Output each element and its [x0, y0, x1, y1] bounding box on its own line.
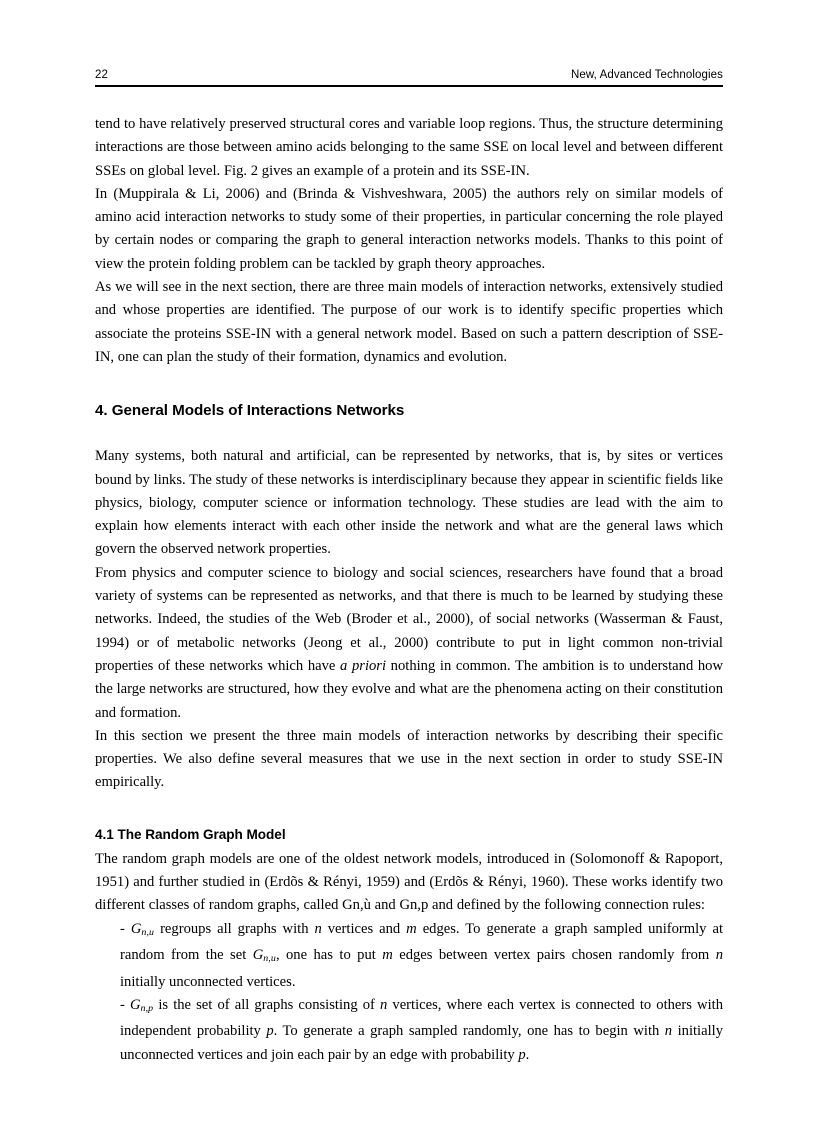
- rule-2-dash: -: [120, 996, 125, 1013]
- section-heading-wrap: [95, 401, 723, 421]
- section-4-1-paragraph-1: The random graph models are one of the oldest network models, introduced in (Solomonoff & Rapoport, 1951) and further studied in (Erdõs & Rényi, 1959) and (Erdõs & Rényi, 1960). These works identify two different classes of random graphs, called Gn,ù and Gn,p and defined by the following connection rules:: [95, 850, 723, 914]
- rule-2-text-5: .: [525, 1046, 530, 1063]
- rule-2-var-n-1: n: [380, 996, 388, 1013]
- rule-1-symbol-2-subscript: n,u: [263, 953, 276, 965]
- rule-1-dash: -: [120, 920, 125, 937]
- rule-1-var-n-2: n: [715, 947, 723, 964]
- section-4-1-heading: 4.1 The Random Graph Model: [95, 826, 286, 842]
- list-item: [95, 918, 723, 994]
- section-4-paragraph-1: Many systems, both natural and artificial, can be represented by networks, that is, by sites or vertices bound by links. The study of these networks is interdisciplinary because they appear in scientific fields like physics, biology, computer science or information technology. These studies are lead with the aim to explain how elements interact with each other inside the network and what are the general laws which govern the observed network properties.: [95, 448, 723, 558]
- rule-1-text-2: vertices and: [321, 920, 407, 937]
- rule-2-var-n-2: n: [664, 1023, 673, 1040]
- rule-2-text-1: is the set of all graphs consisting of: [153, 996, 380, 1013]
- para2-italic-a-priori: a priori: [340, 657, 387, 674]
- para2-text-part2: nothing in common. The ambition is to understand how the large networks are structured, how they evolve and what are the phenomena acting on their constitution and formation.: [95, 657, 724, 721]
- para2-text-part1: From physics and computer science to biology and social sciences, researchers have found that a broad variety of systems can be represented as networks, and that there is much to be learned by studying these networks. Indeed, the studies of the Web (Broder et al., 2000), of social networks (Wasserman & Faust, 1994) or of metabolic networks (Jeong et al., 2000) contribute to put in light common non-trivial properties of these networks which have: [95, 564, 723, 674]
- rule-1-var-n-1: n: [314, 920, 322, 937]
- section-4-paragraph-2: [95, 562, 723, 725]
- rule-2-text-2: vertices, where each vertex is connected to others with independent probability: [120, 996, 724, 1040]
- rule-2-symbol-subscript: n,p: [140, 1003, 154, 1015]
- body-text-block: [95, 113, 723, 1067]
- running-head: [95, 68, 723, 87]
- paragraph-related-work: In (Muppirala & Li, 2006) and (Brinda & Vishveshwara, 2005) the authors rely on similar models of amino acid interaction networks to study some of their properties, in particular concerning the role played by certain nodes or comparing the graph to general interaction networks models. Thanks to this point of view the protein folding problem can be tackled by graph theory approaches.: [95, 185, 723, 272]
- rule-1-var-m-1: m: [406, 920, 417, 937]
- rule-2-symbol: G: [130, 996, 141, 1013]
- rule-2-text-3: . To generate a graph sampled randomly, one has to begin with: [273, 1023, 665, 1040]
- rule-1-symbol: G: [130, 920, 142, 937]
- rule-1-text-4: , one has to put: [275, 947, 383, 964]
- page-content: [95, 68, 723, 1067]
- rule-1-text-1: regroups all graphs with: [154, 920, 315, 937]
- rule-1-text-6: initially unconnected vertices.: [120, 973, 296, 990]
- rule-2-var-p-2: p: [518, 1046, 526, 1063]
- rule-1-text-3: edges. To generate a graph sampled uniformly at random from the set: [120, 920, 723, 964]
- paragraph-continuation: tend to have relatively preserved structural cores and variable loop regions. Thus, the structure determining interactions are those between amino acids belonging to the same SSE on local level and between different SSEs on global level. Fig. 2 gives an example of a protein and its SSE-IN.: [95, 116, 723, 179]
- rule-1-var-m-2: m: [382, 947, 393, 964]
- book-title: New, Advanced Technologies: [571, 69, 723, 81]
- page-number: 22: [95, 69, 108, 81]
- rule-1-text-5: edges between vertex pairs chosen randomly from: [392, 947, 716, 964]
- rule-2-var-p-1: p: [266, 1023, 274, 1040]
- list-item: [95, 994, 723, 1067]
- rule-2-text-4: initially unconnected vertices and join each pair by an edge with probability: [120, 1023, 723, 1063]
- rule-1-symbol-subscript: n,u: [141, 926, 155, 938]
- section-4-heading: 4. General Models of Interactions Networks: [95, 402, 405, 420]
- rule-1-symbol-2: G: [252, 947, 264, 964]
- connection-rules-list: [95, 918, 723, 1067]
- subsection-heading-wrap: [95, 826, 723, 844]
- paragraph-overview: As we will see in the next section, there are three main models of interaction networks, extensively studied and whose properties are identified. The purpose of our work is to identify specific properties which associate the proteins SSE-IN with a general network model. Based on such a pattern description of SSE-IN, one can plan the study of their formation, dynamics and evolution.: [95, 279, 723, 365]
- section-4-paragraph-3: In this section we present the three main models of interaction networks by describing their specific properties. We also define several measures that we use in the next section in order to study SSE-IN empirically.: [95, 727, 723, 791]
